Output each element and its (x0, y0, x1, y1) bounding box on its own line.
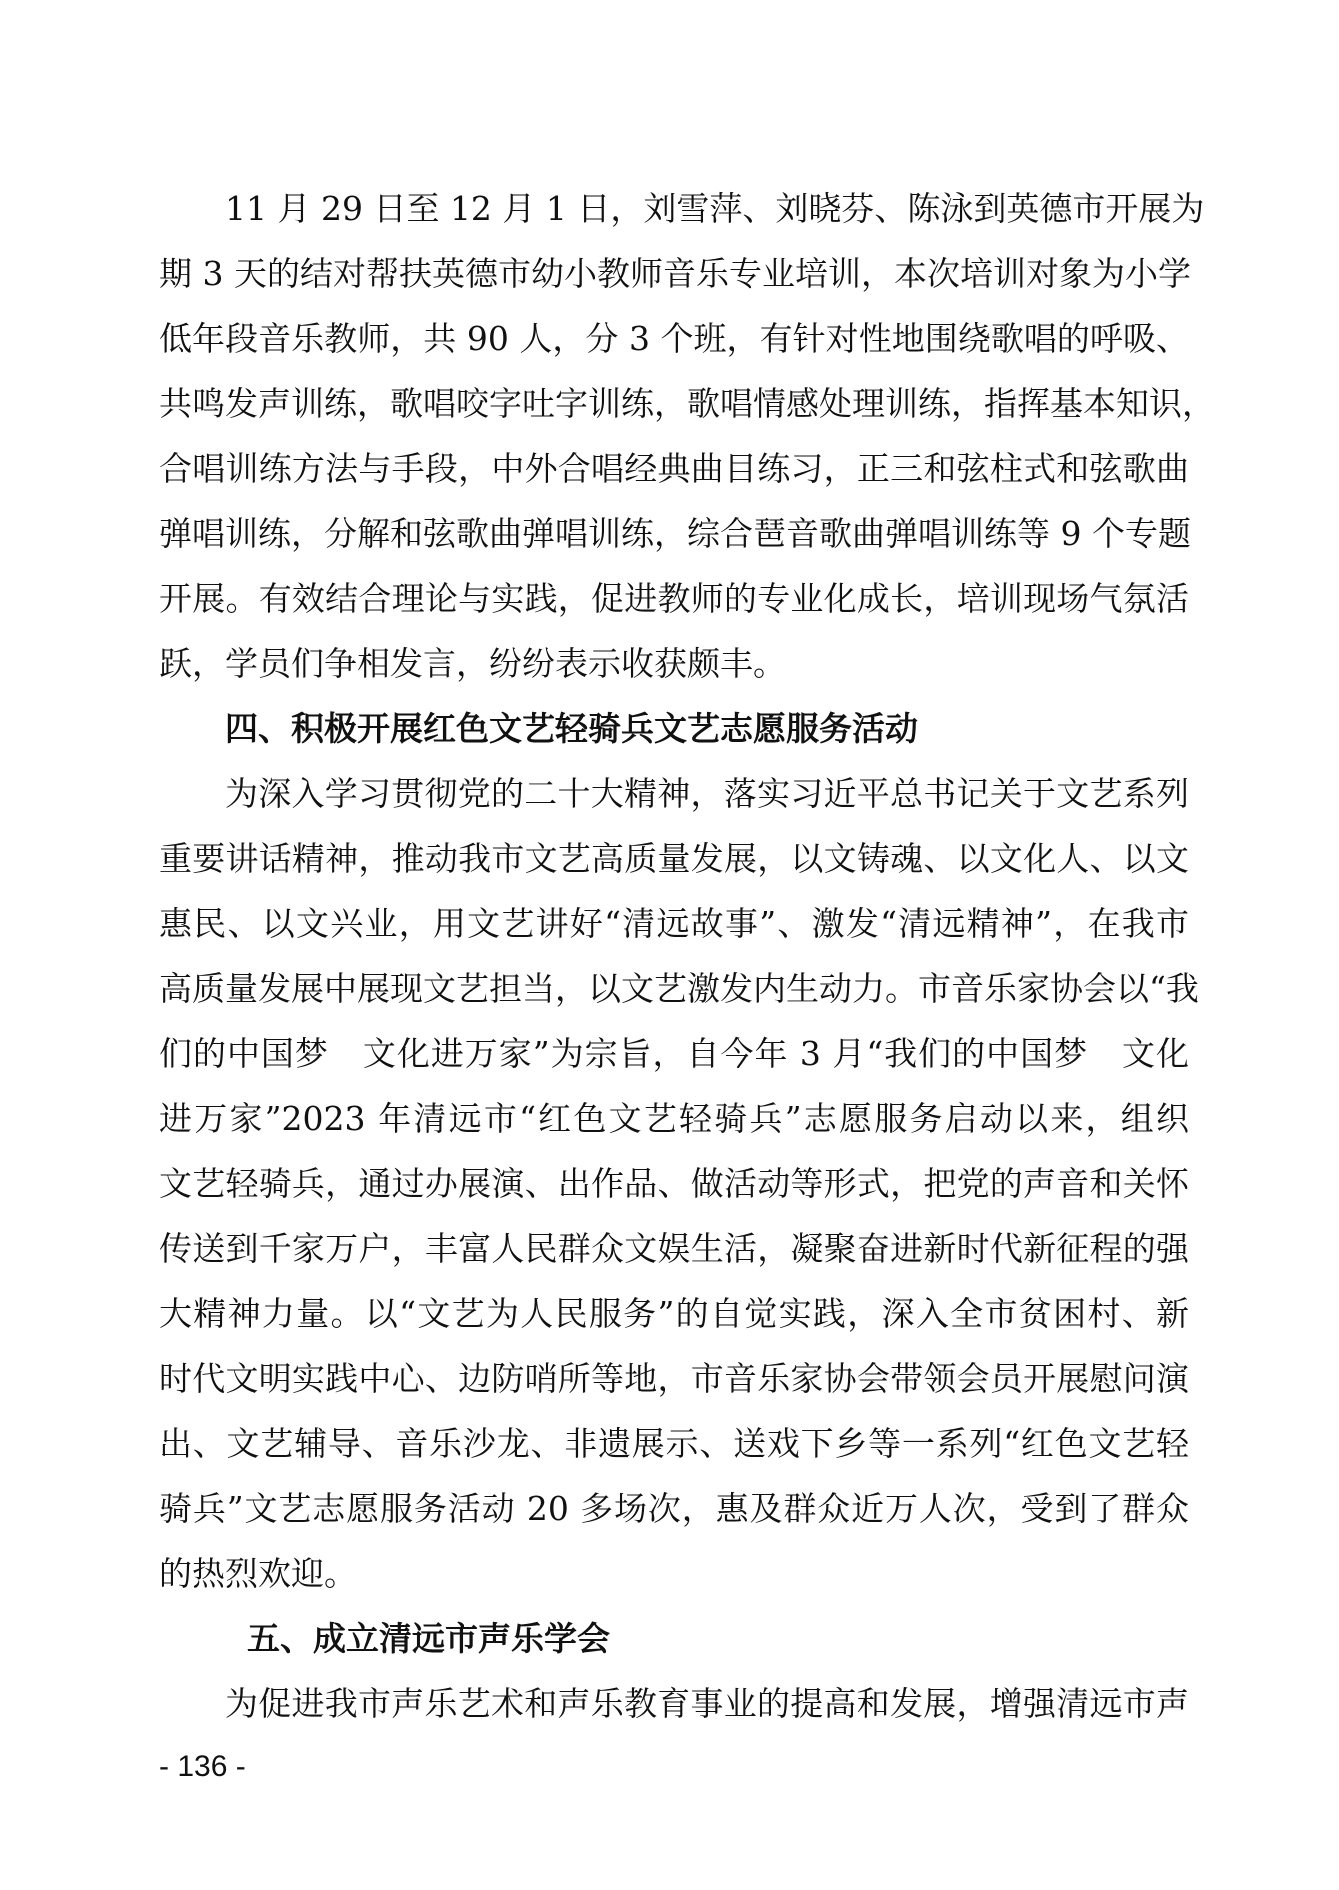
text-line: 高质量发展中展现文艺担当，以文艺激发内生动力。市音乐家协会以“我 (159, 969, 1199, 1008)
text-line: 共鸣发声训练，歌唱咬字吐字训练，歌唱情感处理训练，指挥基本知识， (159, 384, 1215, 423)
text-line: 为促进我市声乐艺术和声乐教育事业的提高和发展，增强清远市声 (225, 1684, 1189, 1723)
text-line: 11 月 29 日至 12 月 1 日，刘雪萍、刘晓芬、陈泳到英德市开展为 (225, 189, 1205, 228)
text-line: 为深入学习贯彻党的二十大精神，落实习近平总书记关于文艺系列 (225, 774, 1189, 813)
section-heading-5: 五、成立清远市声乐学会 (247, 1619, 610, 1658)
text-line: 文艺轻骑兵，通过办展演、出作品、做活动等形式，把党的声音和关怀 (159, 1164, 1189, 1203)
paragraph-vocal-society (159, 1671, 1189, 1736)
paragraph-volunteer (159, 761, 1199, 1606)
text-line: 进万家”2023 年清远市“红色文艺轻骑兵”志愿服务启动以来，组织 (159, 1099, 1189, 1138)
text-line: 传送到千家万户，丰富人民群众文娱生活，凝聚奋进新时代新征程的强 (159, 1229, 1189, 1268)
document-body (159, 176, 1215, 1736)
text-line: 重要讲话精神，推动我市文艺高质量发展，以文铸魂、以文化人、以文 (159, 839, 1189, 878)
text-line: 大精神力量。以“文艺为人民服务”的自觉实践，深入全市贫困村、新 (159, 1294, 1189, 1333)
text-line: 时代文明实践中心、边防哨所等地，市音乐家协会带领会员开展慰问演 (159, 1359, 1189, 1398)
page-number: - 136 - (159, 1750, 246, 1783)
text-line: 惠民、以文兴业，用文艺讲好“清远故事”、激发“清远精神”，在我市 (159, 904, 1189, 943)
text-line: 合唱训练方法与手段，中外合唱经典曲目练习，正三和弦柱式和弦歌曲 (159, 449, 1189, 488)
text-line: 们的中国梦 文化进万家”为宗旨，自今年 3 月“我们的中国梦 文化 (159, 1034, 1189, 1073)
text-line: 的热烈欢迎。 (159, 1554, 357, 1593)
text-line: 开展。有效结合理论与实践，促进教师的专业化成长，培训现场气氛活 (159, 579, 1189, 618)
text-line: 跃，学员们争相发言，纷纷表示收获颇丰。 (159, 644, 786, 683)
text-line: 出、文艺辅导、音乐沙龙、非遗展示、送戏下乡等一系列“红色文艺轻 (159, 1424, 1189, 1463)
text-line: 期 3 天的结对帮扶英德市幼小教师音乐专业培训，本次培训对象为小学 (159, 254, 1191, 293)
section-heading-4: 四、积极开展红色文艺轻骑兵文艺志愿服务活动 (225, 709, 918, 748)
paragraph-training (159, 176, 1215, 696)
text-line: 弹唱训练，分解和弦歌曲弹唱训练，综合琶音歌曲弹唱训练等 9 个专题 (159, 514, 1191, 553)
text-line: 骑兵”文艺志愿服务活动 20 多场次，惠及群众近万人次，受到了群众 (159, 1489, 1189, 1528)
text-line: 低年段音乐教师，共 90 人，分 3 个班，有针对性地围绕歌唱的呼吸、 (159, 319, 1189, 358)
